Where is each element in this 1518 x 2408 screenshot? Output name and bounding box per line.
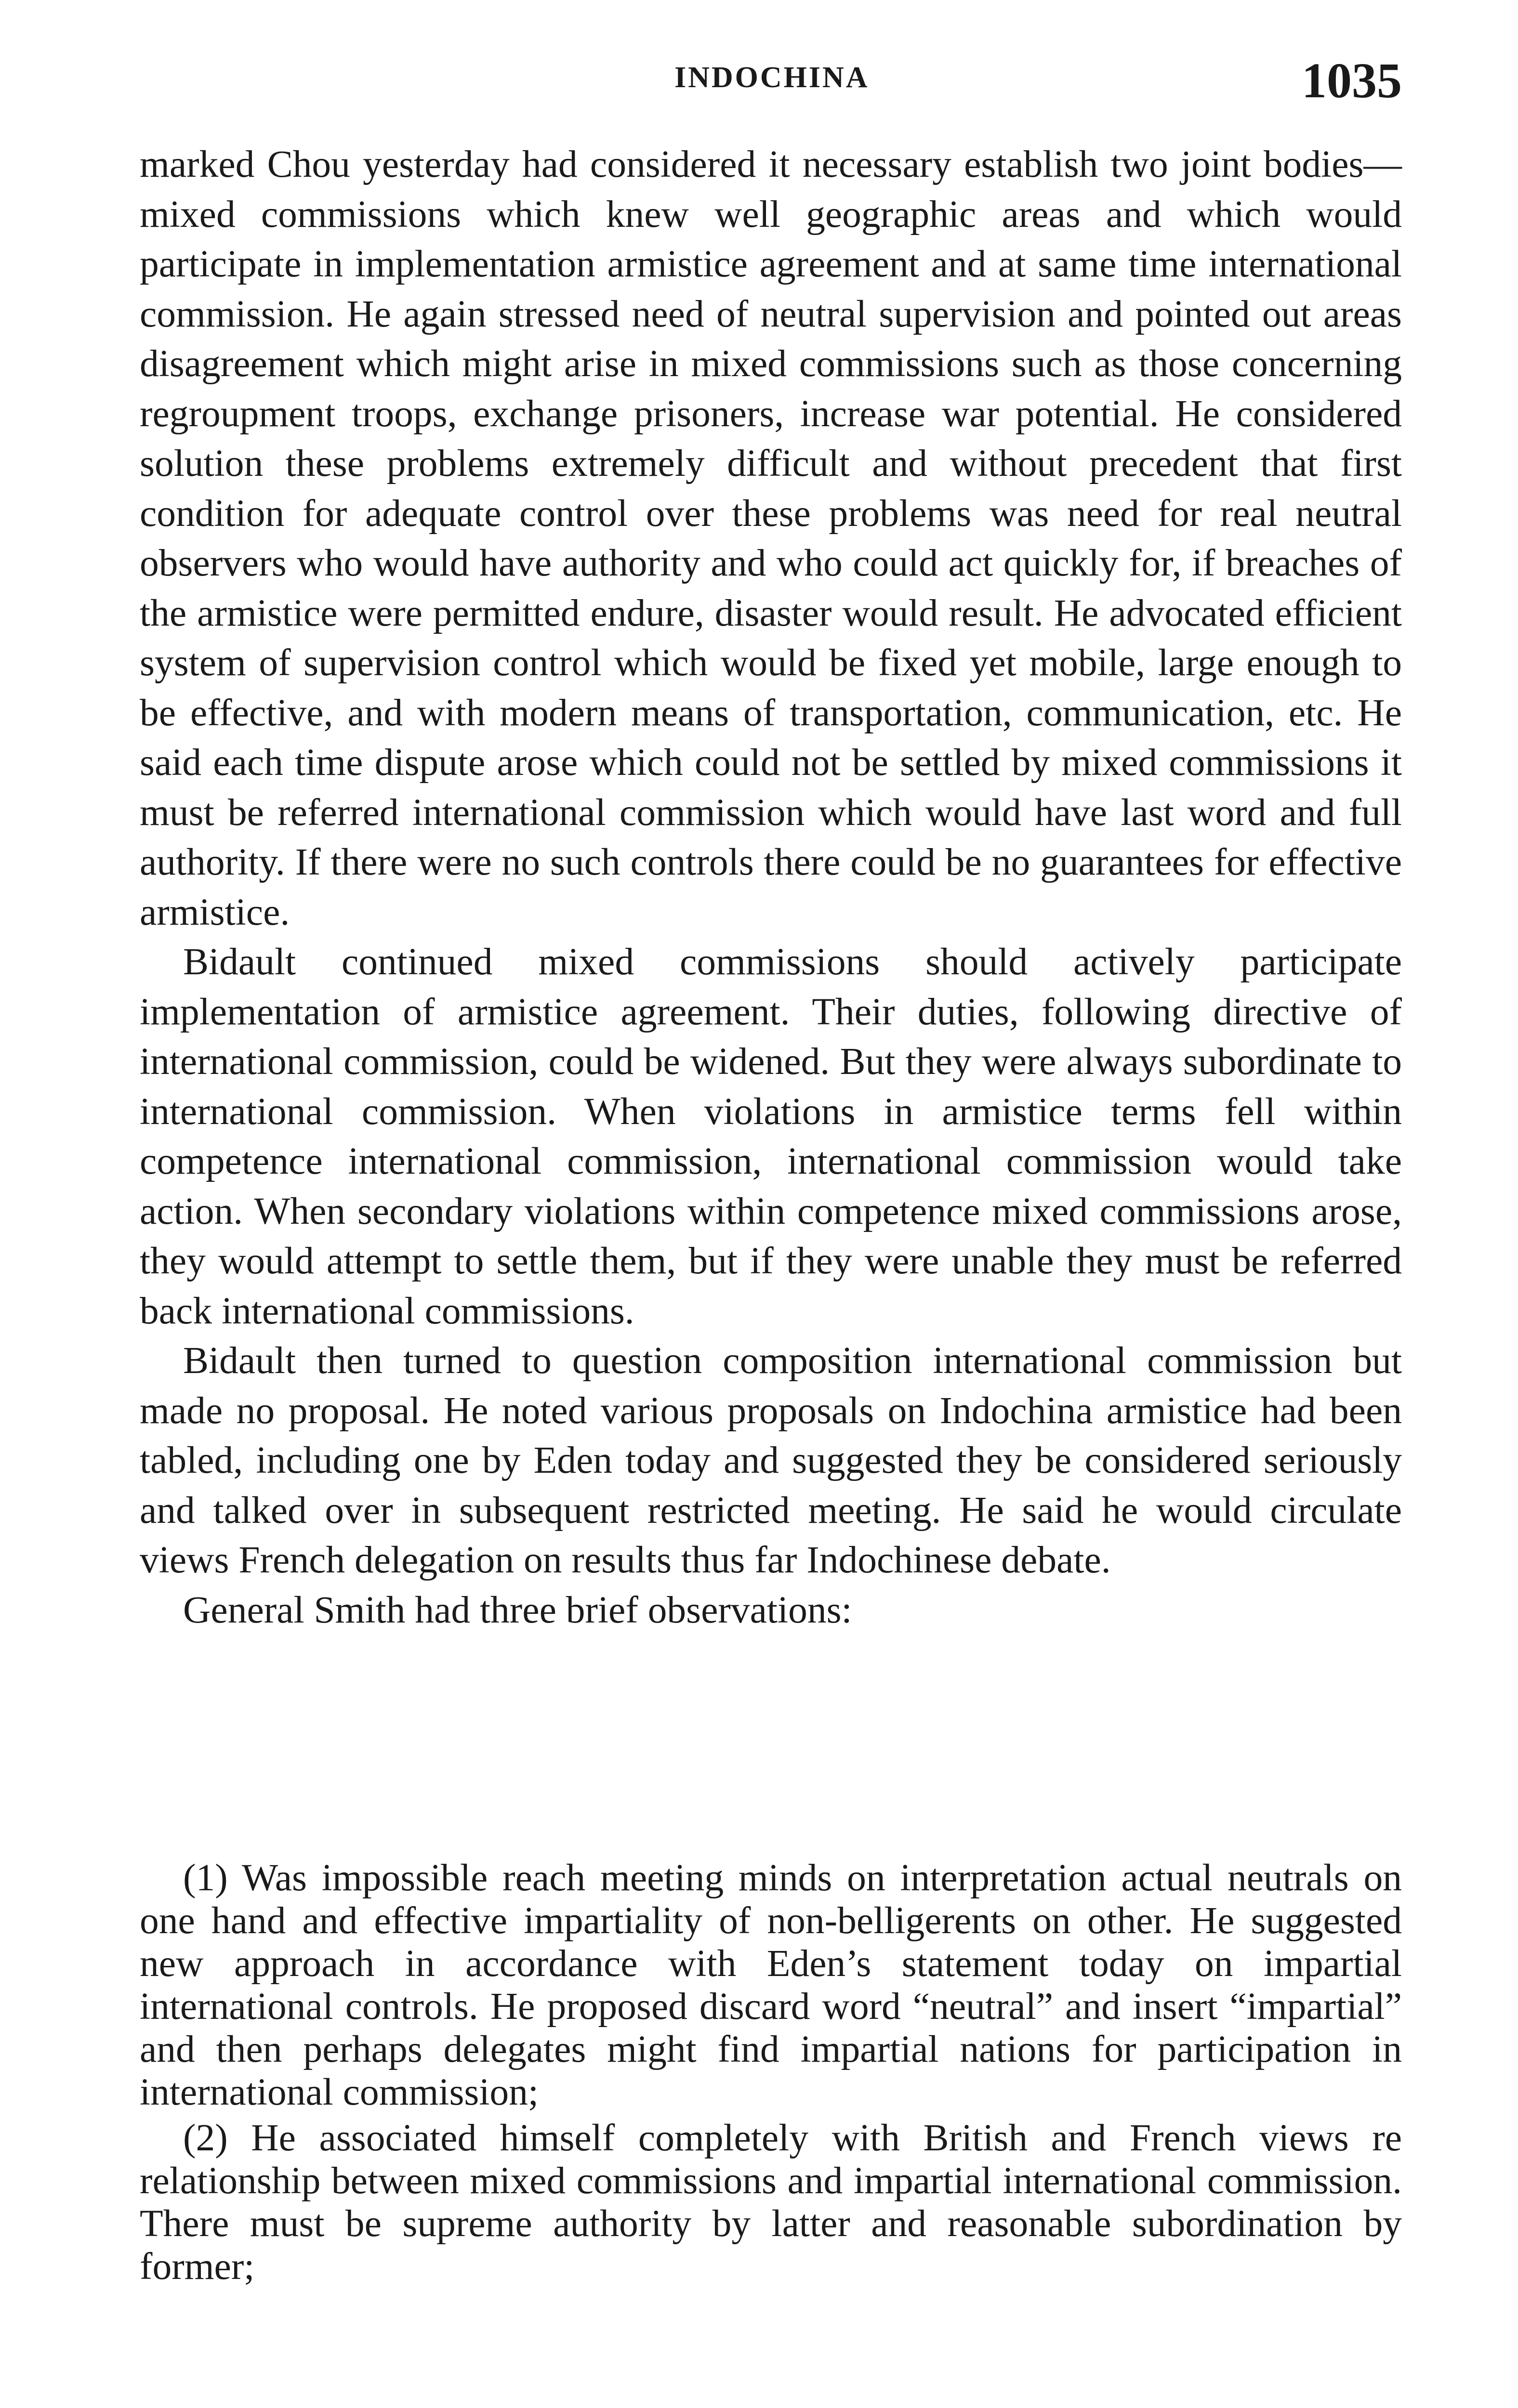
page-header [140, 52, 1402, 108]
paragraph-continued: marked Chou yesterday had considered it necessary establish two joint bodies—mixed commissions which knew well geographic areas and which would participate in implementation armistice agreement and at same time international commission. He again stressed need of neutral supervision and pointed out areas disagreement which might arise in mixed commissions such as those concerning regroupment troops, exchange prisoners, increase war potential. He considered solution these problems extremely difficult and without precedent that first condition for adequate control over these problems was need for real neutral observers who would have authority and who could act quickly for, if breaches of the armistice were permitted endure, disaster would result. He advocated efficient system of supervision control which would be fixed yet mobile, large enough to be effective, and with modern means of transportation, communication, etc. He said each time dispute arose which could not be settled by mixed commissions it must be referred international commission which would have last word and full authority. If there were no such controls there could be no guarantees for effective armistice. [140, 143, 1402, 933]
observations-list [140, 1857, 1402, 2291]
running-head: INDOCHINA [674, 61, 870, 94]
paragraph: Bidault then turned to question composition international commission but made no proposal. He noted various proposals on Indochina armistice had been tabled, including one by Eden today and suggested they be considered seriously and talked over in subsequent restricted meeting. He said he would circulate views French delegation on results thus far Indochinese debate. [140, 1339, 1402, 1581]
paragraph: General Smith had three brief observations: [183, 1588, 852, 1631]
page-number: 1035 [1302, 53, 1402, 108]
paragraph: Bidault continued mixed commissions should actively participate implementation of armistice agreement. Their duties, following directive of international commission, could be widened. But they were always subordinate to international commission. When violations in armistice terms fell within competence international commission, international commission would take action. When secondary violations within competence mixed commissions arose, they would attempt to settle them, but if they were unable they must be referred back international commissions. [140, 941, 1402, 1332]
observation-item: (1) Was impossible reach meeting minds on interpretation actual neutrals on one hand and effective impartiality of non-belligerents on other. He suggested new approach in accordance with Eden’s statement today on impartial international controls. He proposed discard word “neutral” and insert “impartial” and then perhaps delegates might find impartial nations for participation in international commission; [140, 1857, 1402, 2113]
body-text [140, 140, 1402, 1635]
observation-item: (2) He associated himself completely with British and French views re relationship between mixed commissions and impartial international commission. There must be supreme authority by latter and reasonable subordination by former; [140, 2117, 1402, 2288]
